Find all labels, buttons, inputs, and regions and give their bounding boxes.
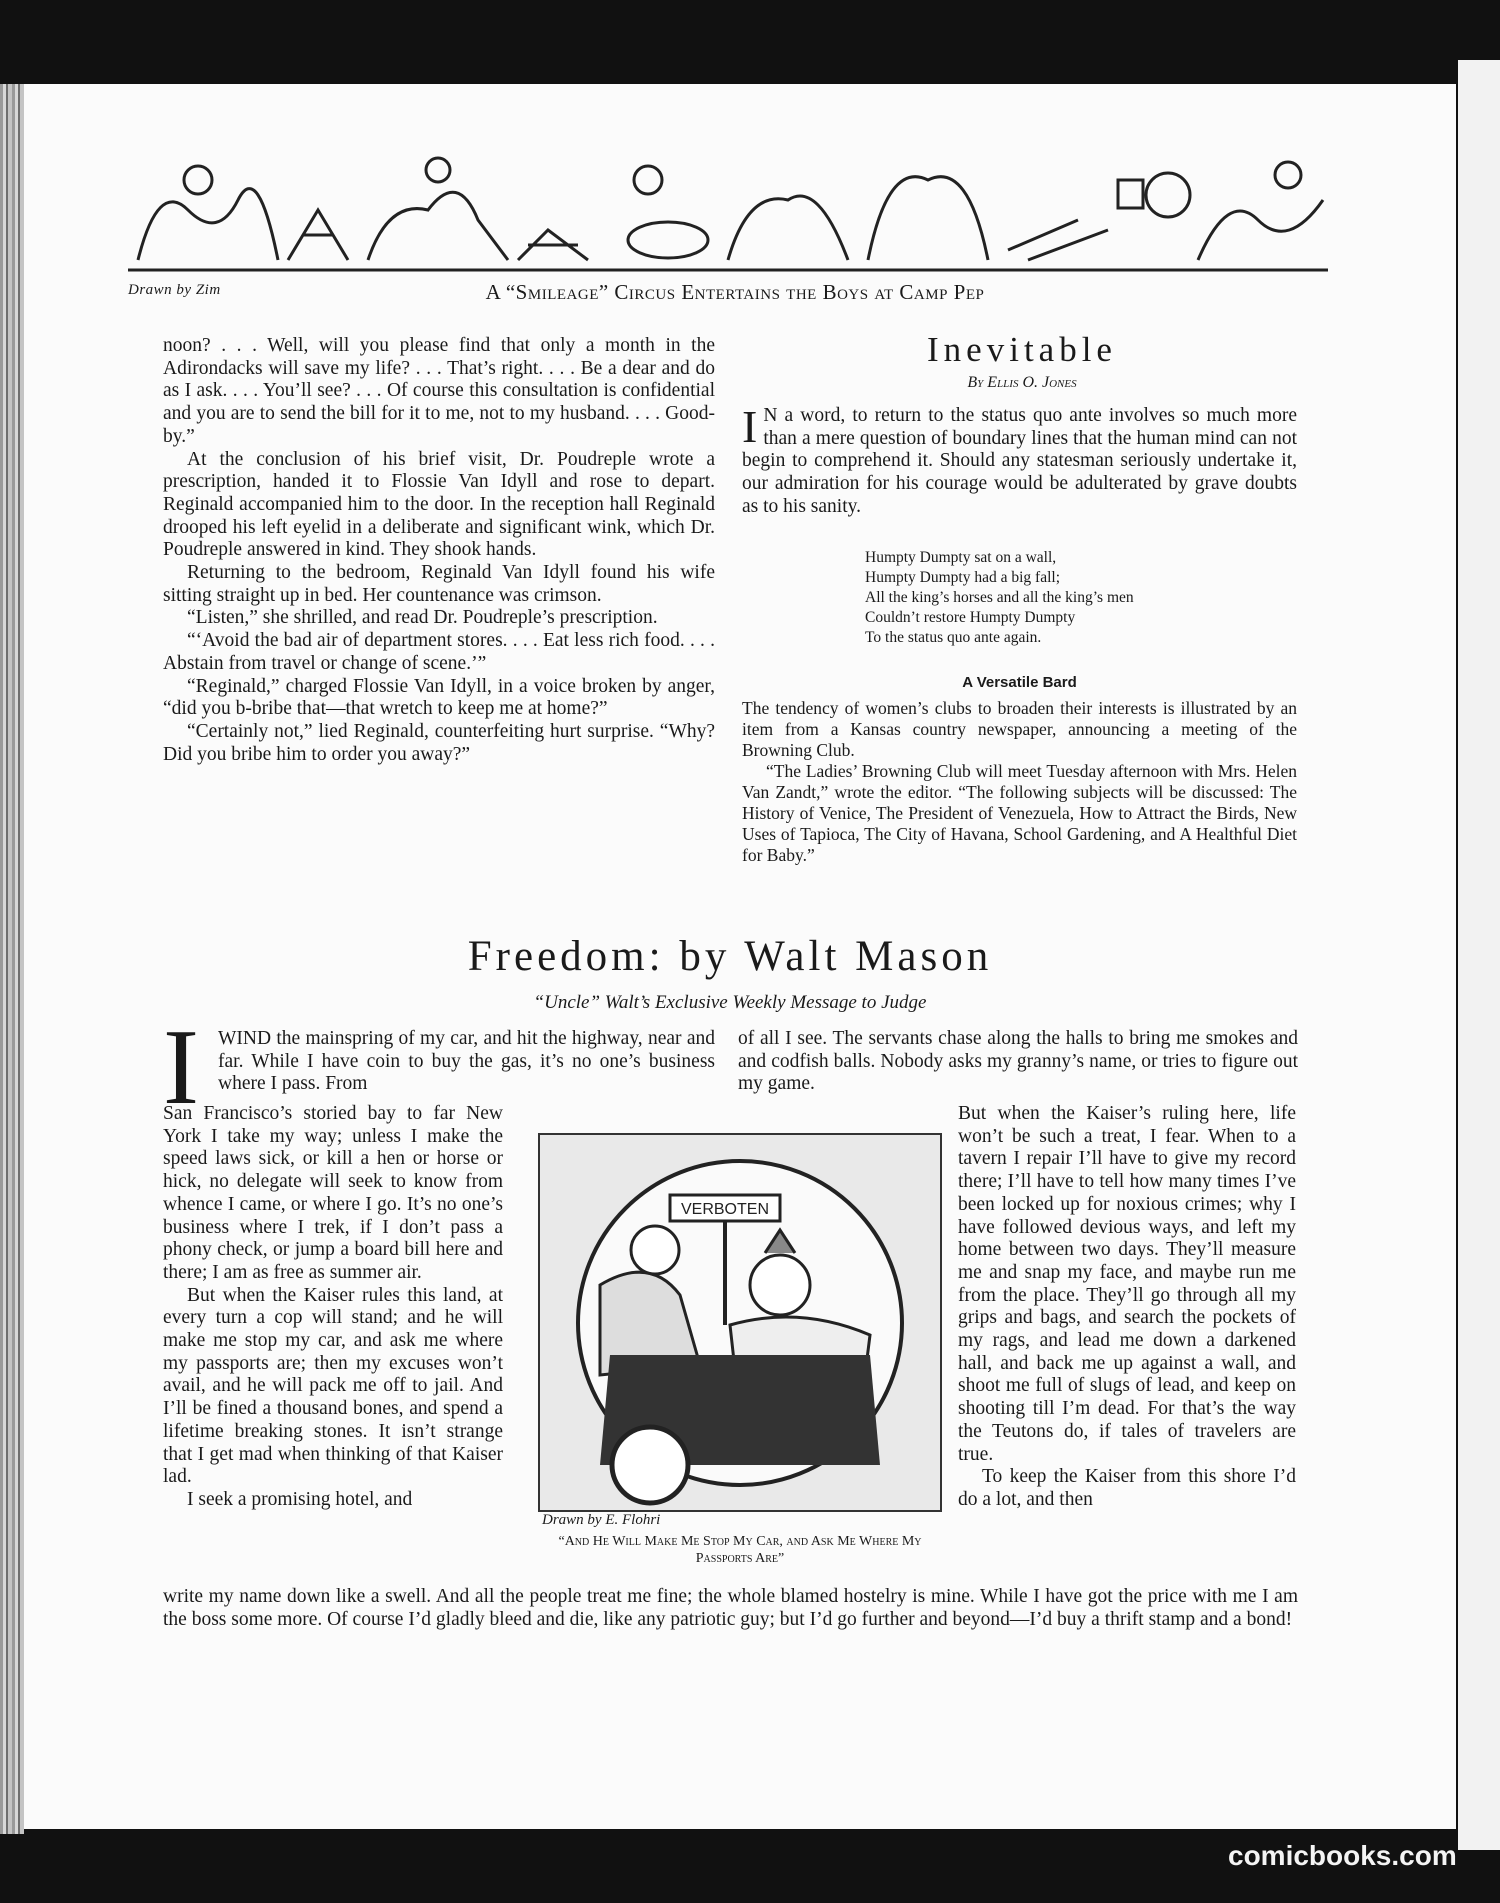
story-paragraph: noon? . . . Well, will you please find that only a month in the Adirondacks will save my life? . . . That’s right. . . . Be a dear and do as I ask. . . . You’ll see? . . . Of course this consultation is confidential and you are to send the bill for it to me, not to my husband. . . . Good-by.” [163,335,715,447]
continued-story-column [163,335,715,766]
freedom-paragraph: But when the Kaiser’s ruling here, life won’t be such a treat, I fear. When to a tavern I repair I’ll have to give my record there; I’ll have to tell how many times I’ve been locked up for noxious crimes; why I have followed devious ways, and left my home between two days. They’ll measure me and snap my face, and maybe run me from the place. They’ll go through all my grips and bags, and search the pockets of my rags, and lead me down a darkened hall, and back me up against a wall, and shoot me full of slugs of lead, and keep on shooting till I’m dead. For that’s the way the Teutons do, if tales of travelers are true. [958,1103,1296,1465]
kaiser-cartoon [538,1133,942,1512]
cartoon-caption: “And He Will Make Me Stop My Car, and Ask Me Where My Passports Are” [558,1534,922,1566]
next-page-edge [1458,60,1500,1850]
banner-credit: Drawn by Zim [128,282,221,298]
freedom-paragraph: But when the Kaiser rules this land, at every turn a cop will stand; and he will make me stop my car, and ask me where my passports are; then my excuses won’t avail, and he will pack me off to jail. And I’ll be fined a thousand bones, and spend a lifetime breaking stones. It isn’t strange that I get mad when thinking of that Kaiser lad. [163,1284,503,1488]
freedom-closing: write my name down like a swell. And all the people treat me fine; the whole blamed hostelry is mine. While I have got the price with me I am the boss some more. Of course I’d gladly bleed and die, like any patriotic guy; but I’d go further and beyond—I’d buy a thrift stamp and a bond! [163,1586,1298,1630]
story-paragraph: Returning to the bedroom, Reginald Van Idyll found his wife sitting straight up in bed. Her countenance was crimson. [163,562,715,606]
inevitable-paragraph: N a word, to return to the status quo ante involves so much more than a mere question of boundary lines that the human mind can not begin to comprehend it. Should any statesman seriously undertake it, our admiration for his courage would be adulterated by grave doubts as to his sanity. [742,405,1297,517]
poem-line: Couldn’t restore Humpty Dumpty [865,609,1076,626]
freedom-left-column [163,1103,503,1512]
circus-banner-illustration [128,140,1328,275]
freedom-subtitle: “Uncle” Walt’s Exclusive Weekly Message to Judge [533,992,927,1013]
freedom-paragraph: To keep the Kaiser from this shore I’d do a lot, and then [958,1466,1296,1510]
freedom-right-column [958,1103,1296,1512]
story-paragraph: At the conclusion of his brief visit, Dr. Poudreple wrote a prescription, handed it to Flossie Van Idyll and rose to depart. Reginald accompanied him to the door. In the reception hall Reginald drooped his left eyelid in a deliberate and significant wink, which Dr. Poudreple answered in kind. They shook hands. [163,448,715,561]
poem-line: To the status quo ante again. [865,629,1042,646]
freedom-right-opening: of all I see. The servants chase along the halls to bring me smokes and and codfish balls. Nobody asks my granny’s name, or tries to figure out my game. [738,1028,1298,1095]
book-spine-edge [0,84,24,1834]
story-paragraph: “Certainly not,” lied Reginald, counterfeiting hurt surprise. “Why? Did you bribe him to order you away?” [163,720,715,765]
freedom-paragraph: I seek a promising hotel, and [187,1488,413,1510]
poem-line: Humpty Dumpty had a big fall; [865,569,1061,586]
kaiser-cartoon-drawing [540,1135,940,1510]
bard-paragraph: “The Ladies’ Browning Club will meet Tuesday afternoon with Mrs. Helen Van Zandt,” wrote the editor. “The following subjects will be discussed: The History of Venice, The President of Venezuela, How to Attract the Birds, New Uses of Tapioca, The City of Havana, School Gardening, and A Healthful Diet for Baby.” [742,761,1297,865]
inevitable-title: Inevitable [927,330,1117,369]
freedom-title: Freedom: by Walt Mason [467,933,993,980]
site-watermark: comicbooks.com [1228,1840,1457,1871]
versatile-bard-body [742,698,1297,866]
verboten-sign: VERBOTEN [680,1201,770,1218]
poem-line: Humpty Dumpty sat on a wall, [865,549,1057,566]
story-paragraph: “Listen,” she shrilled, and read Dr. Poudreple’s prescription. [187,607,658,629]
cartoon-credit: Drawn by E. Flohri [542,1512,661,1528]
inevitable-body [742,401,1297,519]
humpty-dumpty-poem [865,548,1285,648]
freedom-dropcap: I [163,1008,199,1127]
freedom-paragraph: San Francisco’s storied bay to far New York I take my way; unless I make the speed laws sick, or kill a hen or horse or hick, no delegate will seek to know from whence I came, or where I go. It’s no one’s business where I trek, if I don’t pass a phony check, or jump a board bill here and there; I am as free as summer air. [163,1103,503,1283]
banner-caption: A “Smileage” Circus Entertains the Boys at Camp Pep [485,280,985,304]
freedom-opening: WIND the mainspring of my car, and hit the highway, near and far. While I have coin to buy the gas, it’s no one’s business where I pass. From [218,1028,715,1095]
versatile-bard-heading: A Versatile Bard [962,674,1077,691]
story-paragraph: “Reginald,” charged Flossie Van Idyll, in a voice broken by anger, “did you b-bribe that—that wretch to keep me at home?” [163,675,715,720]
story-paragraph: “‘Avoid the bad air of department stores. . . . Eat less rich food. . . . Abstain from travel or change of scene.’” [163,630,715,674]
inevitable-dropcap: I [742,401,758,452]
bard-paragraph: The tendency of women’s clubs to broaden their interests is illustrated by an item from a Kansas country newspaper, announcing a meeting of the Browning Club. [742,698,1297,760]
poem-line: All the king’s horses and all the king’s men [865,589,1134,606]
inevitable-byline: By Ellis O. Jones [967,374,1077,391]
